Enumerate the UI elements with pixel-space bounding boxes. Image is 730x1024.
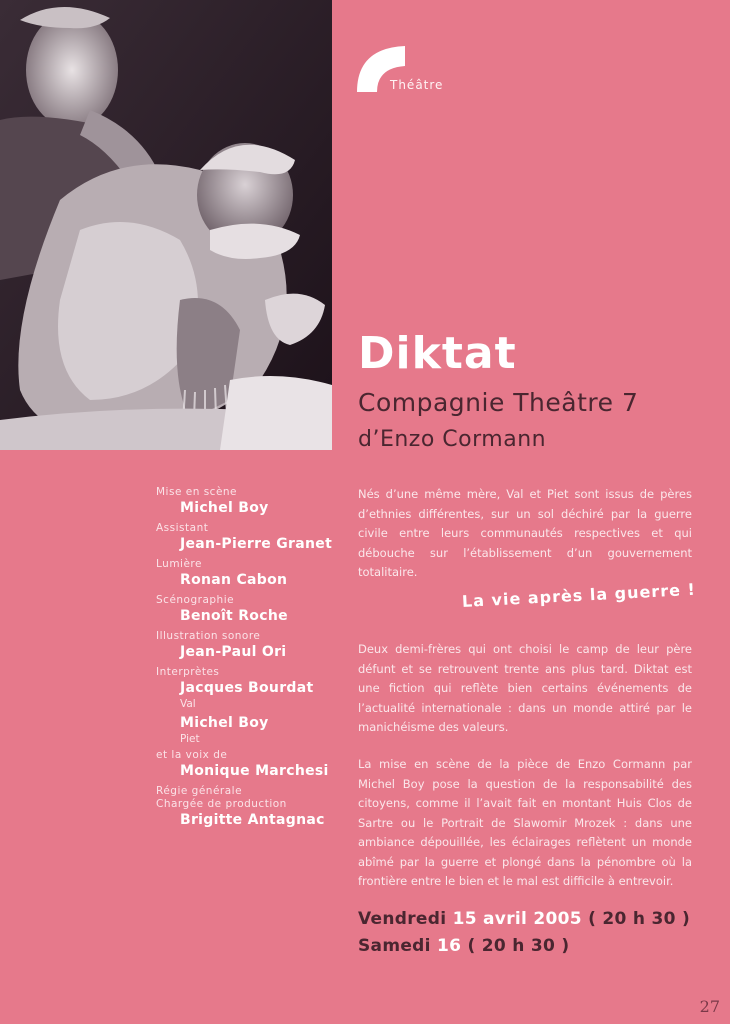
credit-name: Jean-Paul Ori: [180, 644, 287, 660]
credit-role: Interprètes: [156, 666, 220, 678]
performance-day: Vendredi: [358, 909, 447, 929]
credit-name: Benoît Roche: [180, 608, 288, 624]
performance-row: [358, 933, 690, 960]
actors-illustration: [0, 0, 332, 450]
credit-role: Scénographie: [156, 594, 235, 606]
performance-date: 16: [436, 936, 462, 956]
slogan: La vie après la guerre !: [461, 579, 697, 611]
intro-paragraph: Nés d’une même mère, Val et Piet sont issus de pères d’ethnies différentes, sur un sol déchiré par la guerre civile entre leurs communautés respectives et qui débouche sur l’établissement d’un gouvernement totalitaire.: [358, 487, 692, 579]
credit-role: Mise en scène: [156, 486, 238, 498]
stage-photo: [0, 0, 332, 450]
character-name: Piet: [180, 733, 200, 745]
performance-dates: [358, 906, 690, 960]
performance-row: [358, 906, 690, 933]
credit-name: Brigitte Antagnac: [180, 812, 325, 828]
performance-time: ( 20 h 30 ): [467, 936, 570, 956]
credit-role: Régie générale: [156, 785, 243, 797]
description-paragraph: La mise en scène de la pièce de Enzo Cormann par Michel Boy pose la question de la responsabilité des citoyens, comme il l’avait fait en montant Huis Clos de Sartre ou le Portrait de Slawomir Mrozek : dans une ambiance dépouillée, les éclairages reflètent un monde abîmé par la guerre et plongé dans la pénombre où la frontière entre le bien et le mal est difficile à entrevoir.: [358, 757, 692, 888]
credit-role: Lumière: [156, 558, 202, 570]
credit-role: Chargée de production: [156, 798, 287, 810]
credit-name: Michel Boy: [180, 715, 269, 731]
credit-name: Jacques Bourdat: [180, 680, 314, 696]
performance-time: ( 20 h 30 ): [588, 909, 691, 929]
credit-name: Jean-Pierre Granet: [180, 536, 333, 552]
credit-role: et la voix de: [156, 749, 228, 761]
character-name: Val: [180, 698, 196, 710]
description-paragraph: Deux demi-frères qui ont choisi le camp de leur père défunt et se retrouvent trente ans plus tard. Diktat est une fiction qui reflète bien certains événements de l’actualité internationale : dans un monde attiré par le manichéisme des valeurs.: [358, 642, 692, 734]
credit-name: Michel Boy: [180, 500, 269, 516]
section-label: Théâtre: [390, 78, 444, 92]
author-name: d’Enzo Cormann: [358, 427, 547, 452]
company-name: Compagnie Theâtre 7: [358, 388, 639, 417]
credit-name: Monique Marchesi: [180, 763, 329, 779]
performance-day: Samedi: [358, 936, 431, 956]
credit-role: Assistant: [156, 522, 209, 534]
play-title: Diktat: [358, 328, 517, 379]
performance-date: 15 avril 2005: [452, 909, 582, 929]
credit-role: Illustration sonore: [156, 630, 261, 642]
credits-list: [156, 486, 346, 834]
credit-name: Ronan Cabon: [180, 572, 288, 588]
page-number: 27: [699, 997, 720, 1016]
